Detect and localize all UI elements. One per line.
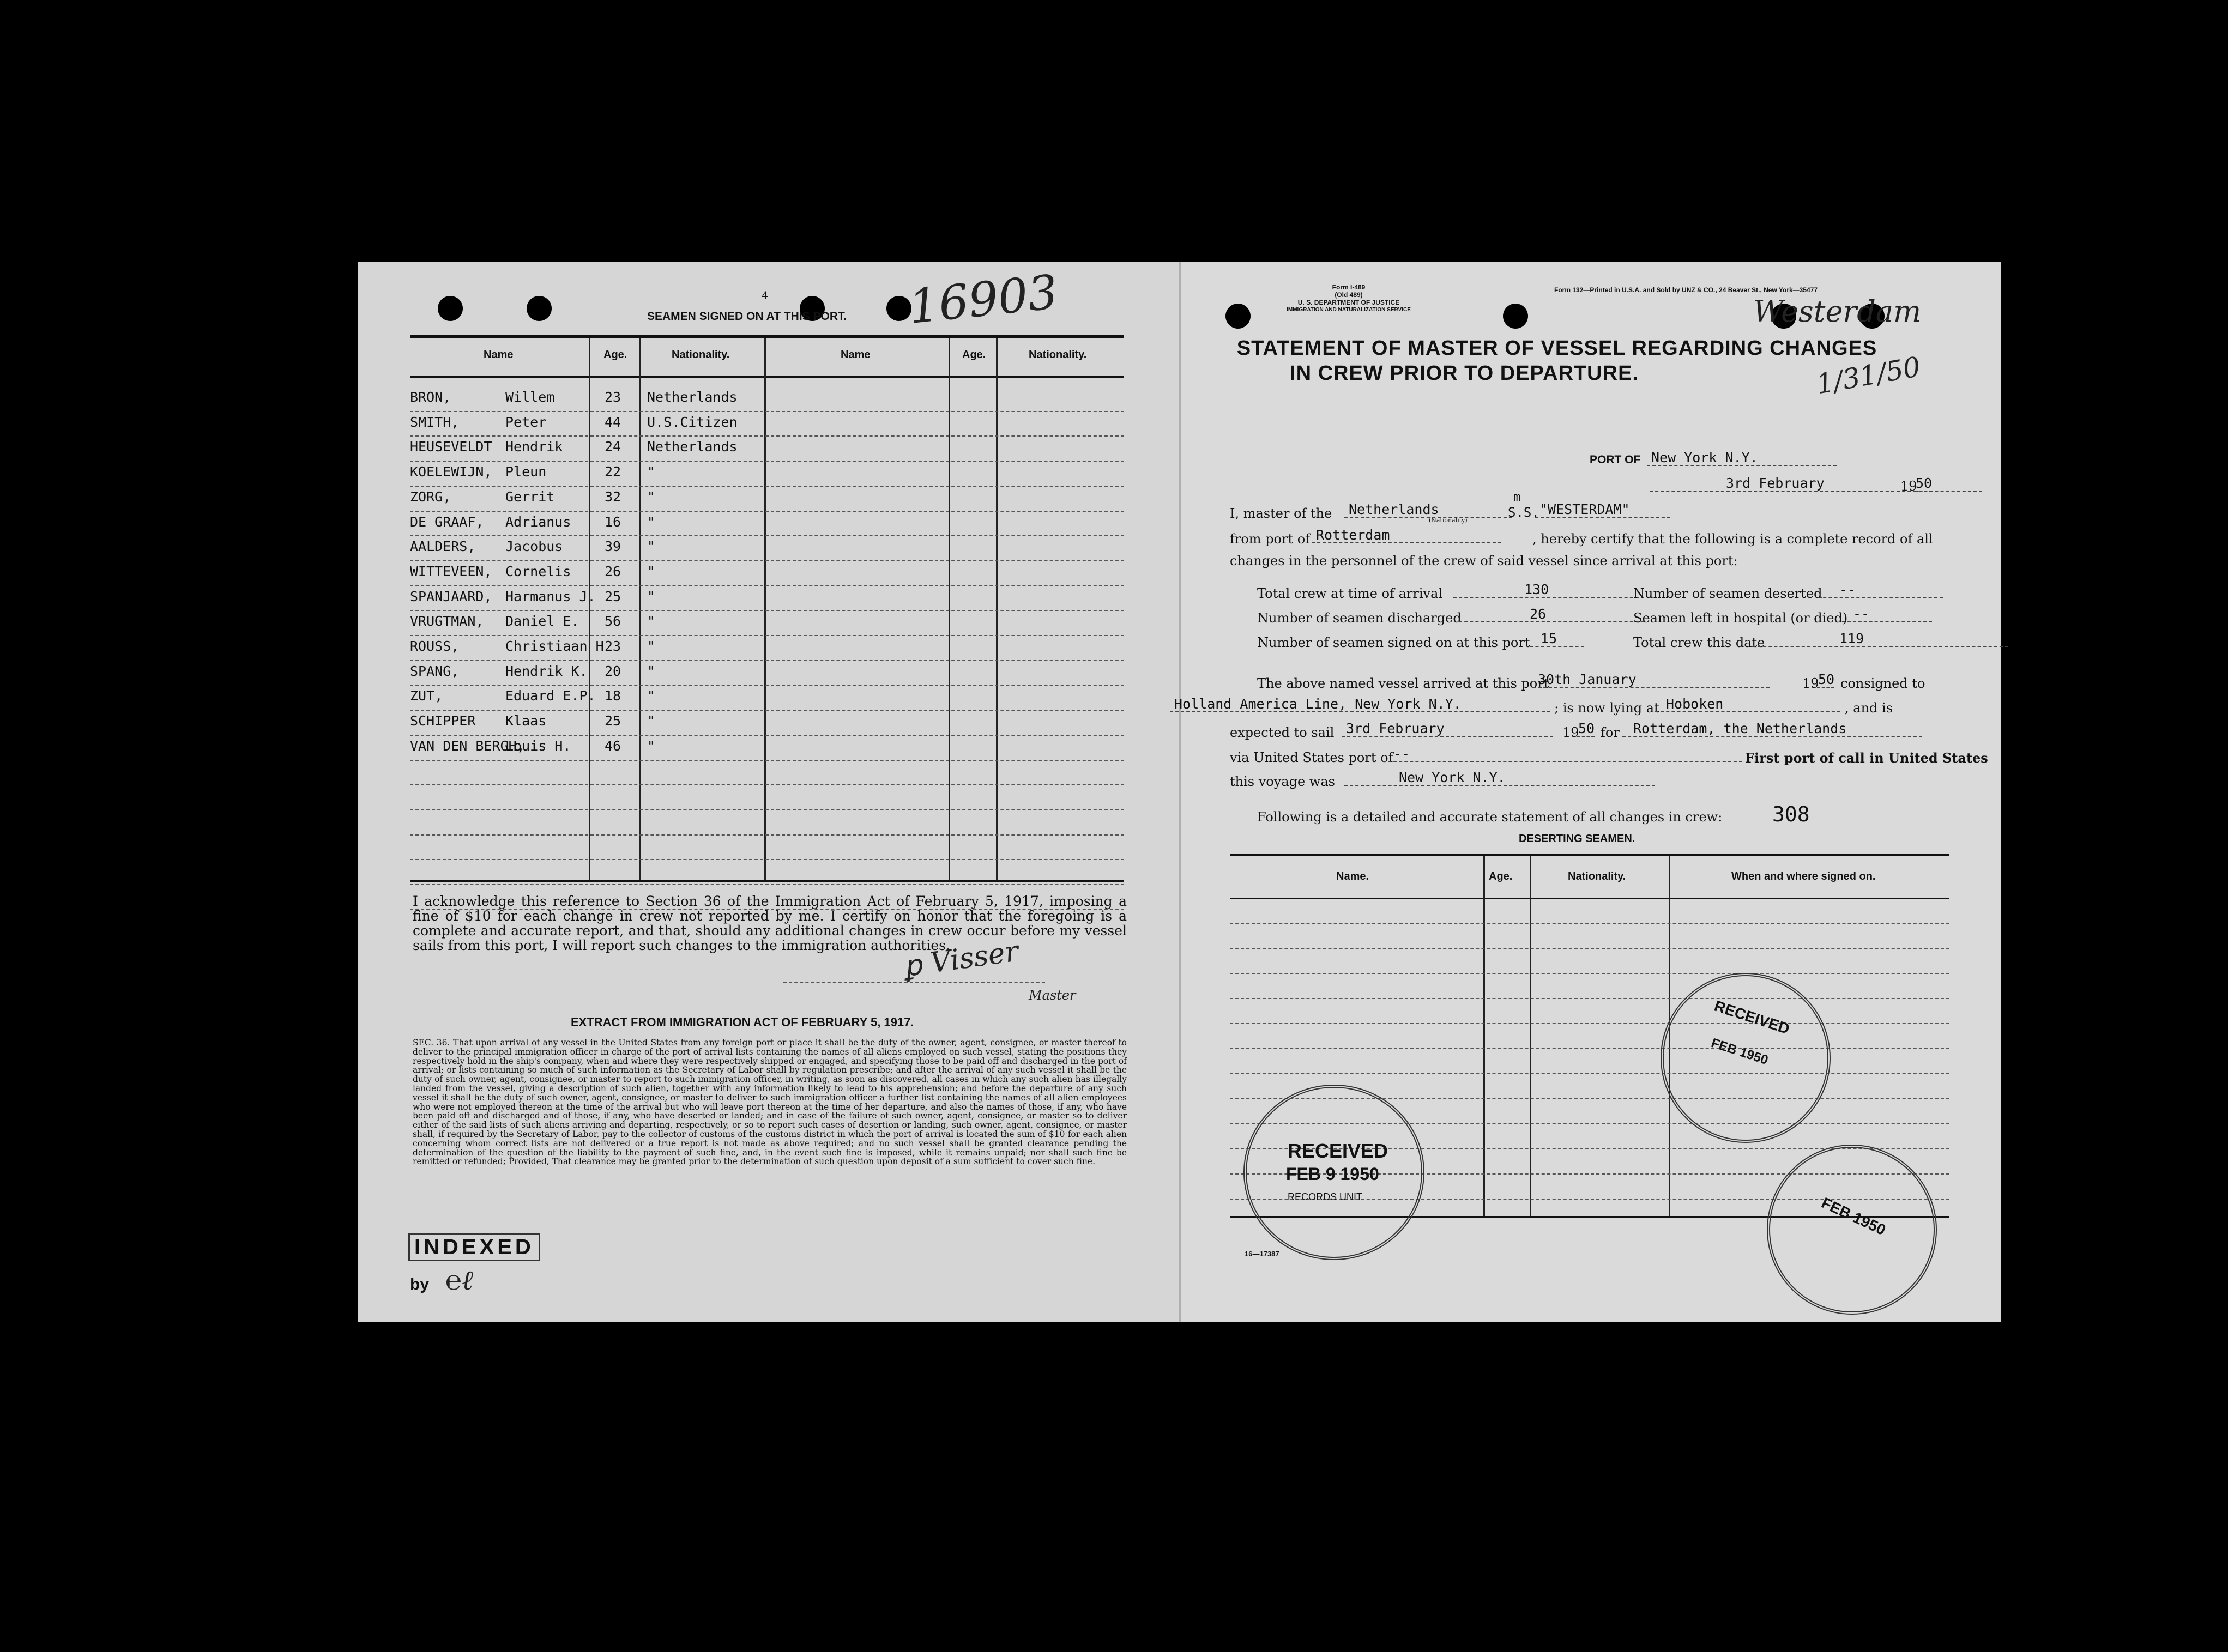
indexed-initials: ℮ℓ	[445, 1264, 473, 1296]
seaman-surname: ROUSS,	[410, 638, 460, 654]
table-row	[410, 685, 1124, 709]
port-label: PORT OF	[1590, 453, 1641, 466]
lying-label: ; is now lying at	[1554, 700, 1659, 716]
col-deserting-nationality: Nationality.	[1568, 870, 1626, 882]
and-is: , and is	[1845, 700, 1893, 716]
handwritten-date: 1/31/50	[1814, 350, 1923, 401]
seaman-nationality: "	[647, 464, 656, 480]
signed-on-value: 15	[1530, 631, 1584, 647]
punch-hole	[527, 296, 552, 321]
department: U. S. DEPARTMENT OF JUSTICE	[1297, 299, 1400, 306]
seaman-nationality: "	[647, 563, 656, 579]
discharged-label: Number of seamen discharged	[1257, 610, 1462, 626]
seaman-age: 25	[605, 588, 621, 604]
expected-year-prefix: 19	[1562, 725, 1579, 740]
form-number: Form I-489	[1332, 283, 1366, 291]
table-row	[410, 386, 1124, 410]
seaman-given-name: Hendrik K.	[505, 663, 588, 679]
hospital-label: Seamen left in hospital (or died)	[1633, 610, 1848, 626]
seaman-given-name: Gerrit	[505, 488, 555, 505]
seaman-nationality: "	[647, 588, 656, 604]
expected-label: expected to sail	[1230, 725, 1335, 740]
date-value: 3rd February	[1650, 475, 1982, 492]
stamp-date-1: FEB 9 1950	[1286, 1164, 1379, 1184]
indexed-by: by	[410, 1275, 430, 1293]
seaman-surname: VAN DEN BERGH,	[410, 737, 525, 754]
table-row	[410, 585, 1124, 609]
punch-hole	[1503, 304, 1528, 329]
seaman-nationality: "	[647, 688, 656, 704]
punch-hole	[886, 296, 911, 321]
seaman-nationality: U.S.Citizen	[647, 414, 738, 430]
total-arrival-value: 130	[1453, 582, 1644, 598]
seaman-surname: SPANJAARD,	[410, 588, 492, 604]
seaman-given-name: Christiaan H	[505, 638, 604, 654]
seaman-age: 32	[605, 488, 621, 505]
title-line-2: IN CREW PRIOR TO DEPARTURE.	[1290, 362, 1639, 385]
voyage-value: New York N.Y.	[1344, 770, 1655, 786]
received-stamp-3	[1767, 1145, 1937, 1315]
table-row	[410, 710, 1124, 734]
printer-line: Form 132—Printed in U.S.A. and Sold by UNZ & CO., 24 Beaver St., New York—35477	[1554, 286, 1818, 294]
handwritten-number: 16903	[906, 264, 1061, 335]
hospital-value: --	[1842, 606, 1932, 622]
seaman-surname: BRON,	[410, 389, 451, 405]
seaman-nationality: "	[647, 538, 656, 555]
seaman-surname: WITTEVEEN,	[410, 563, 492, 579]
consigned-label: consigned to	[1840, 676, 1925, 691]
received-stamp-1	[1243, 1085, 1424, 1260]
col-nationality: Nationality.	[672, 349, 730, 361]
title-line-1: STATEMENT OF MASTER OF VESSEL REGARDING CHANGES	[1236, 337, 1877, 360]
deserted-value: --	[1818, 582, 1943, 598]
table-row	[410, 560, 1124, 584]
seaman-surname: KOELEWIJN,	[410, 464, 492, 480]
seaman-nationality: "	[647, 638, 656, 654]
seaman-surname: SMITH,	[410, 414, 460, 430]
table-row	[410, 660, 1124, 684]
seaman-nationality: "	[647, 613, 656, 630]
stamp-date-2: FEB 1950	[1709, 1035, 1770, 1068]
seaman-nationality: "	[647, 737, 656, 754]
received-stamp-2	[1661, 973, 1831, 1143]
master-label: Master	[1029, 988, 1076, 1003]
seaman-nationality: "	[647, 663, 656, 679]
changes-text: changes in the personnel of the crew of said vessel since arrival at this port:	[1230, 553, 1738, 568]
stamp-received-2: RECEIVED	[1712, 997, 1792, 1038]
stamp-received-1: RECEIVED	[1288, 1140, 1388, 1162]
seaman-age: 22	[605, 464, 621, 480]
stamp-date-3: FEB 1950	[1819, 1194, 1888, 1239]
extract-text: SEC. 36. That upon arrival of any vessel in the United States from any foreign port or place it shall be the duty of the owner, agent, consignee, or master thereof to deliver to the principal immigration officer in charge of the port of arrival lists containing the names of all aliens employed on such vessel, stating the positions they respectively hold in the ship's company, when and where they were respectively shipped or engaged, and specifying those to be paid off and discharged in the port of arrival; or lists containing so much of such information as the Secretary of Labor shall by regulation prescribe; and after the arrival of any such vessel it shall be the duty of such owner, agent, consignee, or master to report to such immigration officer, in writing, as soon as discovered, all cases in which any such alien has illegally landed from the vessel, giving a description of such alien, together with any information likely to lead to his apprehension; and before the departure of any such vessel it shall be the duty of such owner, agent, consignee, or master to deliver to such immigration officer a further list containing the names of all alien employees who were not employed thereon at the time of the arrival but who will leave port thereon at the time of her departure, and also the names of those, if any, who have been paid off and discharged and of those, if any, who have deserted or landed; and in case of the failure of such owner, agent, consignee, or master so to deliver either of the said lists of such aliens arriving and departing, respectively, or so to report such cases of desertion or landing, such owner, agent, consignee, or master shall, if required by the Secretary of Labor, pay to the collector of customs of the customs district in which the port of arrival is located the sum of $10 for each alien concerning whom correct lists are not delivered or a true report is not made as above required; and no such vessel shall be granted clearance pending the determination of the question of the liability to the payment of such fine, and, in the event such fine is imposed, while it remains unpaid; nor shall such fine be remitted or refunded; Provided, That clearance may be granted prior to the determination of such question upon deposit of a sum sufficient to cover such fine.	[413, 1038, 1127, 1167]
total-date-value: 119	[1752, 631, 2008, 647]
discharged-value: 26	[1459, 606, 1644, 622]
col-name: Name	[484, 349, 514, 361]
seaman-age: 25	[605, 713, 621, 729]
seaman-nationality: Netherlands	[647, 439, 738, 455]
vessel-type-mark: m	[1513, 491, 1521, 504]
port-value: New York N.Y.	[1647, 450, 1837, 466]
form-old: (Old 489)	[1335, 291, 1363, 299]
seaman-nationality: "	[647, 513, 656, 530]
seaman-nationality: Netherlands	[647, 389, 738, 405]
table-row	[410, 635, 1124, 659]
table-row	[410, 610, 1124, 634]
via-label: via United States port of	[1230, 750, 1393, 765]
signed-on-label: Number of seamen signed on at this port	[1257, 635, 1530, 650]
deserting-header: DESERTING SEAMEN.	[1519, 833, 1635, 845]
seaman-age: 46	[605, 737, 621, 754]
from-port-value: Rotterdam	[1312, 527, 1501, 543]
seaman-surname: ZUT,	[410, 688, 443, 704]
seaman-age: 23	[605, 638, 621, 654]
seaman-age: 18	[605, 688, 621, 704]
seaman-given-name: Louis H.	[505, 737, 571, 754]
seaman-surname: DE GRAAF,	[410, 513, 484, 530]
col-deserting-name: Name.	[1336, 870, 1369, 882]
seaman-surname: ZORG,	[410, 488, 451, 505]
seaman-surname: VRUGTMAN,	[410, 613, 484, 630]
total-date-label: Total crew this date	[1633, 635, 1765, 650]
col-age: Age.	[603, 349, 627, 361]
seaman-given-name: Daniel E.	[505, 613, 579, 630]
right-page	[1174, 262, 2001, 1322]
seaman-given-name: Jacobus	[505, 538, 563, 555]
seaman-age: 39	[605, 538, 621, 555]
seaman-given-name: Pleun	[505, 464, 547, 480]
master-signature: ꝑ Visser	[901, 935, 1021, 984]
acknowledgment-text: I acknowledge this reference to Section 36 of the Immigration Act of February 5, 1917, imposing a fine of $10 for each change in crew not reported by me. I certify on honor that the foregoing is a complete and accurate report, and that, should any additional changes in crew occur before my vessel sails from this port, I will report such changes to the immigration authorities.	[413, 893, 1127, 953]
seaman-given-name: Klaas	[505, 713, 547, 729]
indexed-stamp: INDEXED	[408, 1233, 540, 1261]
lying-value: Hoboken	[1655, 696, 1840, 712]
footer-code: 16—17387	[1245, 1250, 1279, 1258]
seaman-given-name: Peter	[505, 414, 547, 430]
handwritten-code: 308	[1772, 802, 1810, 826]
table-row	[410, 435, 1124, 459]
service: IMMIGRATION AND NATURALIZATION SERVICE	[1287, 307, 1411, 313]
seaman-given-name: Adrianus	[505, 513, 571, 530]
vessel-type: S.S.	[1508, 505, 1539, 520]
extract-title: EXTRACT FROM IMMIGRATION ACT OF FEBRUARY 5, 1917.	[571, 1015, 914, 1029]
table-row	[410, 735, 1124, 759]
total-arrival-label: Total crew at time of arrival	[1257, 586, 1443, 601]
seaman-surname: AALDERS,	[410, 538, 476, 555]
voyage-label: this voyage was	[1230, 774, 1335, 789]
table-row	[410, 486, 1124, 510]
seaman-given-name: Cornelis	[505, 563, 571, 579]
master-label: I, master of the	[1230, 506, 1332, 521]
col-nationality-2: Nationality.	[1029, 349, 1087, 361]
seaman-age: 20	[605, 663, 621, 679]
seaman-given-name: Harmanus J.	[505, 588, 596, 604]
following-text: Following is a detailed and accurate statement of all changes in crew:	[1257, 809, 1723, 825]
for-label: for	[1601, 725, 1620, 740]
year-prefix: 19	[1900, 479, 1917, 494]
seaman-surname: SPANG,	[410, 663, 460, 679]
nationality-caption: (Nationality)	[1429, 517, 1468, 524]
punch-hole	[1225, 304, 1251, 329]
page-number: 4	[762, 289, 769, 302]
arrived-label: The above named vessel arrived at this port	[1257, 676, 1549, 691]
seaman-surname: SCHIPPER	[410, 713, 476, 729]
col-deserting-signed-on: When and where signed on.	[1731, 870, 1876, 882]
seaman-given-name: Willem	[505, 389, 555, 405]
expected-value: 3rd February	[1342, 721, 1553, 737]
seaman-surname: HEUSEVELDT	[410, 439, 492, 455]
seamen-table	[410, 335, 1124, 882]
first-port-label: First port of call in United States	[1745, 750, 1988, 766]
table-row	[410, 535, 1124, 559]
expected-year-value: 50	[1578, 721, 1595, 736]
form-block	[1281, 283, 1417, 314]
table-row	[410, 411, 1124, 435]
col-deserting-age: Age.	[1489, 870, 1513, 882]
nationality-value: Netherlands	[1344, 501, 1512, 518]
destination-value: Rotterdam, the Netherlands	[1622, 721, 1922, 737]
seamen-signed-header: SEAMEN SIGNED ON AT THIS PORT.	[647, 310, 847, 323]
col-age-2: Age.	[962, 349, 986, 361]
left-page	[358, 262, 1181, 1322]
seaman-age: 44	[605, 414, 621, 430]
year-value: 50	[1916, 475, 1933, 491]
table-row	[410, 461, 1124, 485]
seaman-age: 16	[605, 513, 621, 530]
seaman-age: 56	[605, 613, 621, 630]
seaman-nationality: "	[647, 488, 656, 505]
arrived-year-prefix: 19	[1802, 676, 1819, 691]
stamp-unit-1: RECORDS UNIT	[1288, 1191, 1363, 1202]
col-name-2: Name	[841, 349, 871, 361]
vessel-name: "WESTERDAM"	[1535, 501, 1670, 518]
consignee-value: Holland America Line, New York N.Y.	[1170, 696, 1550, 712]
arrived-value: 30th January	[1532, 671, 1770, 688]
seaman-age: 26	[605, 563, 621, 579]
from-port-label: from port of	[1230, 531, 1311, 547]
handwritten-vessel: Westerdam	[1753, 294, 1922, 329]
seaman-given-name: Eduard E.P.	[505, 688, 596, 704]
punch-hole	[438, 296, 463, 321]
seaman-age: 24	[605, 439, 621, 455]
arrived-year-value: 50	[1818, 671, 1835, 687]
seaman-age: 23	[605, 389, 621, 405]
certify-text: , hereby certify that the following is a complete record of all	[1532, 531, 1933, 547]
seaman-nationality: "	[647, 713, 656, 729]
table-row	[410, 511, 1124, 535]
via-value: --	[1382, 746, 1742, 762]
seaman-given-name: Hendrik	[505, 439, 563, 455]
deserted-label: Number of seamen deserted	[1633, 586, 1822, 601]
